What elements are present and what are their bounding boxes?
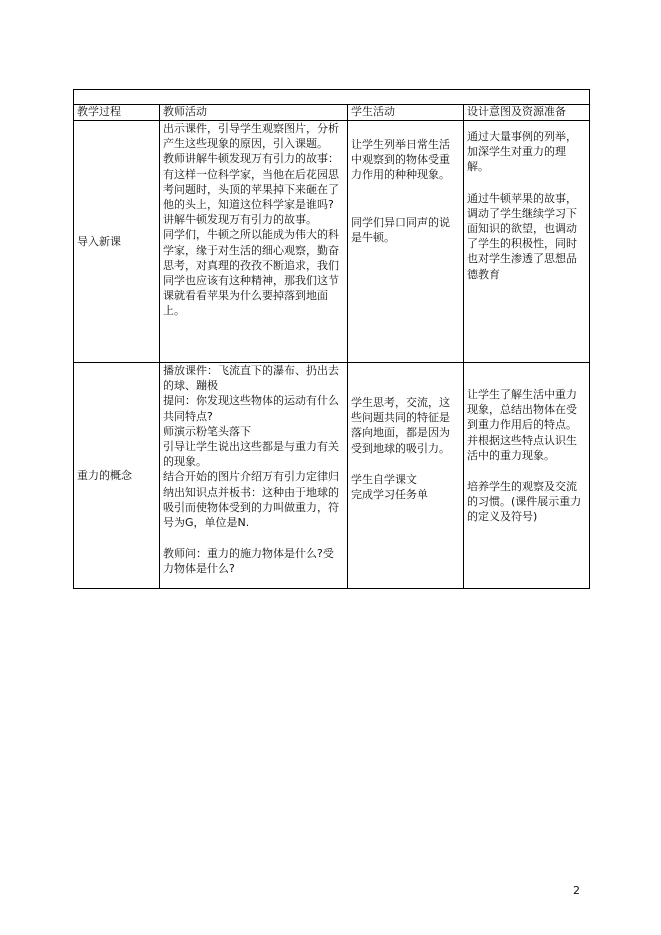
design-intent-cell <box>464 363 590 589</box>
design-paragraph: 通过牛顿苹果的故事，调动了学生继续学习下面知识的欲望，也调动了学生的积极性，同时也对学生渗透了思想品德教育 <box>467 191 577 281</box>
header-cell-student: 学生活动 <box>348 105 464 121</box>
teacher-paragraph: 提问：你发现这些物体的运动有什么共同特点? <box>163 394 339 423</box>
lesson-plan-table <box>73 89 590 589</box>
design-paragraph: 让学生了解生活中重力现象，总结出物体在受到重力作用后的特点。并根据这些特点认识生活中的重力现象。 <box>467 388 577 462</box>
teacher-paragraph: 讲解牛顿发现万有引力的故事。 <box>163 213 317 227</box>
teacher-paragraph: 同学们，牛顿之所以能成为伟大的科学家，缘于对生活的细心观察，勤奋思考，对真理的孜孜不断追求，我们同学也应该有这种精神，那我们这节课就看看苹果为什么要掉落到地面上。 <box>163 228 339 318</box>
table-top-blank-cell <box>74 90 590 105</box>
header-cell-teacher: 教师活动 <box>160 105 348 121</box>
student-paragraph: 完成学习任务单 <box>351 488 428 502</box>
table-row <box>74 121 590 363</box>
student-paragraph: 让学生列举日常生活中观察到的物体受重力作用的种种现象。 <box>351 138 450 182</box>
design-paragraph: 培养学生的观察及交流的习惯。(课件展示重力的定义及符号) <box>467 480 582 524</box>
table-blank-row <box>74 90 590 105</box>
teacher-paragraph: 师演示粉笔头落下 <box>163 424 251 438</box>
teacher-paragraph: 教师问：重力的施力物体是什么?受力物体是什么? <box>163 547 334 576</box>
teacher-activity-cell <box>160 363 348 589</box>
student-activity-cell <box>348 121 464 363</box>
teacher-paragraph: 出示课件，引导学生观察图片，分析产生这些现象的原因，引入课题。 <box>163 122 339 151</box>
table-row <box>74 363 590 589</box>
student-paragraph: 同学们异口同声的说是牛顿。 <box>351 215 450 244</box>
teacher-paragraph: 播放课件：飞流直下的瀑布、扔出去的球、蹦极 <box>163 364 339 393</box>
student-paragraph: 学生自学课文 <box>351 472 417 486</box>
stage-cell: 导入新课 <box>74 121 160 363</box>
header-cell-design: 设计意图及资源准备 <box>464 105 590 121</box>
page-number: 2 <box>573 884 580 897</box>
stage-cell: 重力的概念 <box>74 363 160 589</box>
teacher-paragraph: 有这样一位科学家，当他在后花园思考问题时，头顶的苹果掉下来砸在了他的头上，知道这位科学家是谁吗? <box>163 167 339 212</box>
table-header-row <box>74 105 590 121</box>
teacher-paragraph: 教师讲解牛顿发现万有引力的故事： <box>163 152 339 166</box>
teacher-paragraph: 引导让学生说出这些都是与重力有关的现象。 <box>163 440 339 469</box>
teacher-activity-cell <box>160 121 348 363</box>
design-paragraph: 通过大量事例的列举，加深学生对重力的理解。 <box>467 130 577 174</box>
teacher-paragraph: 结合开始的图片介绍万有引力定律归纳出知识点并板书：这种由于地球的吸引而使物体受到的力叫做重力，符号为G，单位是N. <box>163 470 339 530</box>
design-intent-cell <box>464 121 590 363</box>
student-paragraph: 学生思考，交流，这些问题共同的特征是落向地面，都是因为受到地球的吸引力。 <box>351 396 450 455</box>
student-activity-cell <box>348 363 464 589</box>
header-cell-process: 教学过程 <box>74 105 160 121</box>
